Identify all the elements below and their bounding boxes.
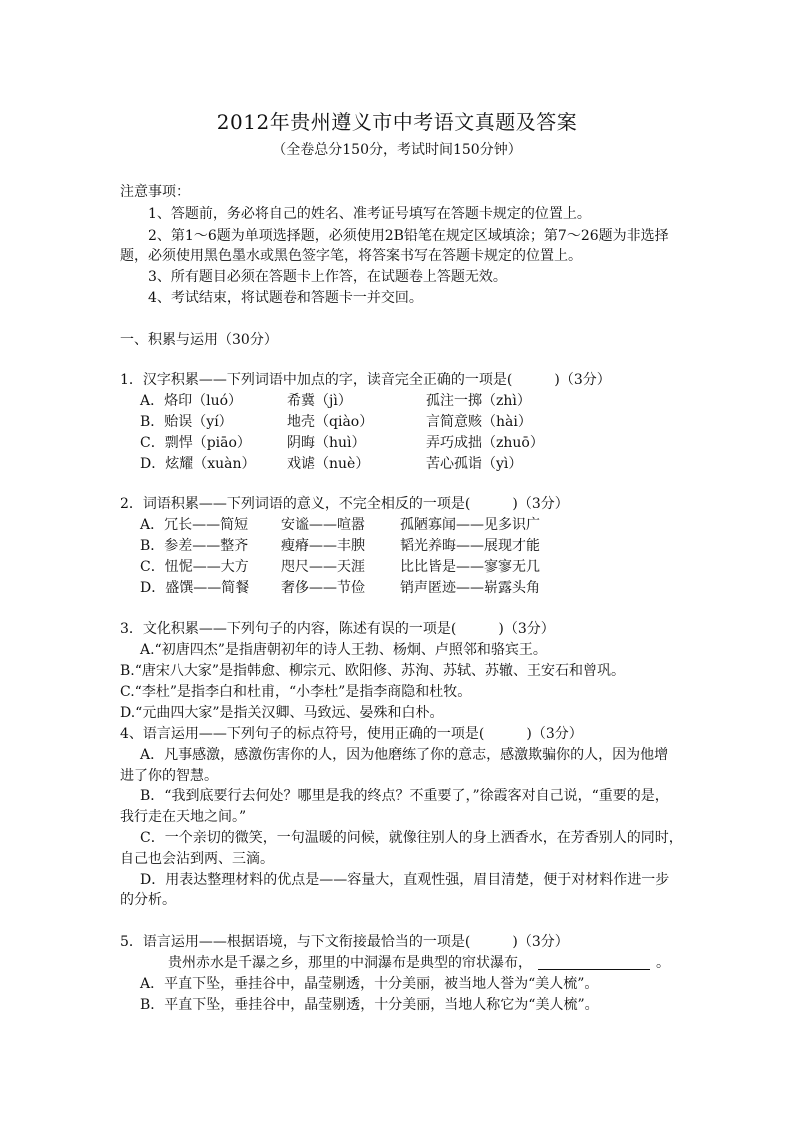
option-word: D．炫耀（xuàn） [140,456,256,472]
option-word: C．剽悍（piāo） [140,435,251,451]
option-word: 比比皆是——寥寥无几 [400,559,540,575]
question-1-option-row [0,434,680,452]
question-5-option-b: B．平直下坠，垂挂谷中，晶莹剔透，十分美丽，当地人称它为“美人梳”。 [140,997,599,1013]
question-1-option-row [0,392,680,410]
option-word: C．忸怩——大方 [140,559,249,575]
option-word: 瘦瘠——丰腴 [281,538,365,554]
question-2-option-row [0,558,680,576]
question-3-option-d: D.“元曲四大家”是指关汉卿、马致远、晏殊和白朴。 [120,705,444,721]
option-word: 言简意赅（hài） [426,414,532,430]
option-word: 孤注一掷（zhì） [426,393,531,409]
question-1-stem: 1．汉字积累——下列词语中加点的字，读音完全正确的一项是( )（3分） [120,372,611,388]
option-word: 销声匿迹——崭露头角 [400,580,540,596]
question-5-context [168,954,670,972]
question-2-option-row [0,516,680,534]
context-text: 贵州赤水是千瀑之乡，那里的中洞瀑布是典型的帘状瀑布， [168,955,532,971]
option-word: D．盛馔——简餐 [140,580,250,596]
question-2-stem: 2．词语积累——下列词语的意义，不完全相反的一项是( )（3分） [120,496,569,512]
question-4-option-c: C．一个亲切的微笑，一句温暖的问候，就像往别人的身上洒香水，在芳香别人的同时， [140,830,683,846]
question-4-option-d-continued: 的分析。 [120,892,176,908]
question-3-option-b: B.“唐宋八大家”是指韩愈、柳宗元、欧阳修、苏洵、苏轼、苏辙、王安石和曾巩。 [120,663,626,679]
question-3-stem: 3．文化积累——下列句子的内容，陈述有误的一项是( )（3分） [120,621,555,637]
context-end: 。 [656,955,670,971]
option-word: 苦心孤诣（yì） [426,456,523,472]
notice-item: 1、答题前，务必将自己的姓名、准考证号填写在答题卡规定的位置上。 [148,206,591,222]
notice-item: 3、所有题目必须在答题卡上作答，在试题卷上答题无效。 [148,269,507,285]
question-4-option-c-continued: 自己也会沾到两、三滴。 [120,851,274,867]
question-5-stem: 5．语言运用——根据语境，与下文衔接最恰当的一项是( )（3分） [120,934,569,950]
question-4-stem: 4、语言运用——下列句子的标点符号，使用正确的一项是( )（3分） [120,726,583,742]
question-2-option-row [0,537,680,555]
question-4-option-b: B．“我到底要行去何处？哪里是我的终点？不重要了，”徐霞客对自己说，“重要的是， [140,788,669,804]
question-5-option-a: A．平直下坠，垂挂谷中，晶莹剔透，十分美丽，被当地人誉为“美人梳”。 [140,976,599,992]
notice-item: 2、第1～6题为单项选择题，必须使用2B铅笔在规定区域填涂；第7～26题为非选择 [148,228,669,244]
question-3-option-c: C.“李杜”是指李白和杜甫，“小李杜”是指李商隐和杜牧。 [120,684,472,700]
question-4-option-a-continued: 进了你的智慧。 [120,768,218,784]
question-2-option-row [0,579,680,597]
notice-item-continued: 题，必须使用黑色墨水或黑色签字笔，将答案书写在答题卡规定的位置上。 [120,248,582,264]
option-word: 韬光养晦——展现才能 [400,538,540,554]
option-word: B．参差——整齐 [140,538,249,554]
option-word: 希冀（jì） [287,393,352,409]
option-word: 奢侈——节俭 [281,580,365,596]
page-title: 2012年贵州遵义市中考语文真题及答案 [216,110,578,134]
question-3-option-a: A.“初唐四杰”是指唐朝初年的诗人王勃、杨炯、卢照邻和骆宾王。 [140,642,547,658]
notice-item: 4、考试结束，将试题卷和答题卡一并交回。 [148,290,423,306]
option-word: 安谧——喧嚣 [281,517,365,533]
answer-blank [538,955,650,970]
notice-heading: 注意事项： [120,184,190,200]
page-subtitle: （全卷总分150分，考试时间150分钟） [272,142,522,158]
question-4-option-a: A．凡事感激，感激伤害你的人，因为他磨练了你的意志，感激欺骗你的人，因为他增 [140,747,669,763]
option-word: 孤陋寡闻——见多识广 [400,517,540,533]
question-4-option-d: D．用表达整理材料的优点是——容量大，直观性强，眉目清楚，便于对材料作进一步 [140,872,670,888]
option-word: 咫尺——天涯 [281,559,365,575]
option-word: 戏谑（nuè） [287,456,370,472]
option-word: A．冗长——简短 [140,517,249,533]
section-heading: 一、积累与运用（30分） [120,332,278,348]
question-1-option-row [0,413,680,431]
option-word: A．烙印（luó） [140,393,243,409]
option-word: 弄巧成拙（zhuō） [426,435,544,451]
question-4-option-b-continued: 我行走在天地之间。” [120,809,247,825]
option-word: 地壳（qiào） [287,414,374,430]
question-1-option-row [0,455,680,473]
option-word: 阴晦（huì） [287,435,366,451]
option-word: B．贻误（yí） [140,414,233,430]
